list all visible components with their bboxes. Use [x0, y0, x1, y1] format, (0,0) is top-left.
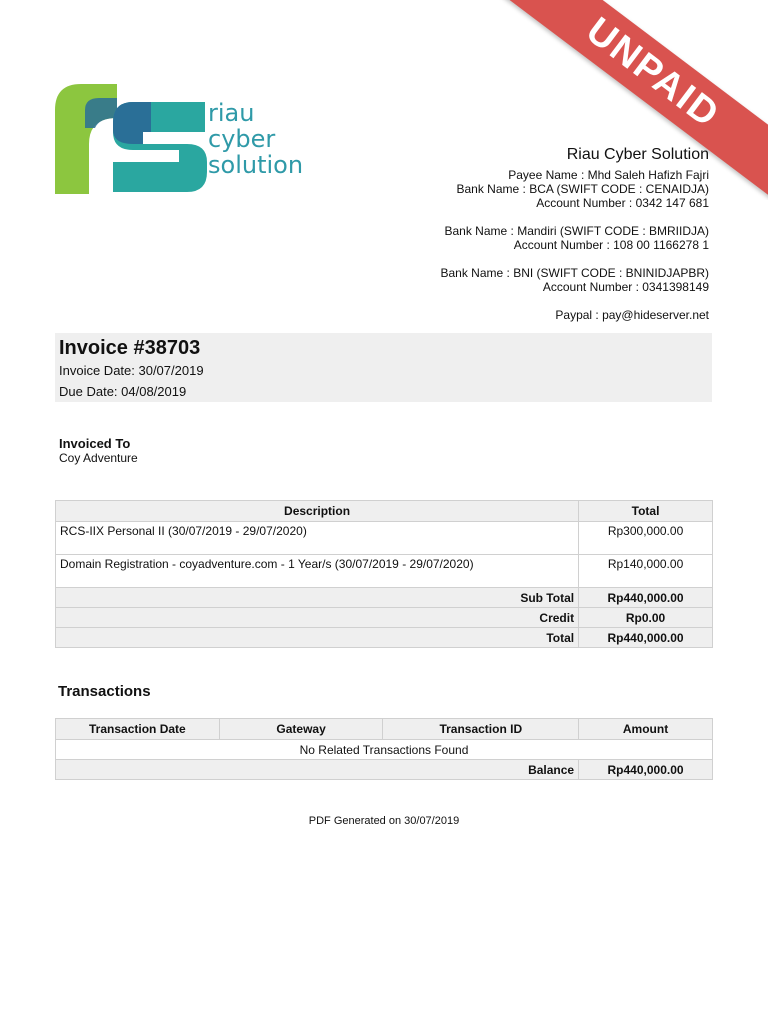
logo-word-1: riau — [208, 99, 255, 127]
payto-line: Bank Name : Mandiri (SWIFT CODE : BMRIIDJA) — [444, 224, 709, 238]
item-description: RCS-IIX Personal II (30/07/2019 - 29/07/2020) — [56, 522, 579, 555]
invoice-items-table — [55, 500, 713, 648]
payto-line: Account Number : 0341398149 — [542, 280, 709, 294]
transactions-table — [55, 718, 713, 780]
table-row — [56, 740, 713, 760]
table-header-row — [56, 719, 713, 740]
status-ribbon-label: UNPAID — [468, 0, 768, 200]
invoice-title: Invoice #38703 — [59, 337, 201, 359]
spacer — [369, 294, 709, 308]
payto-company: Riau Cyber Solution — [566, 146, 709, 163]
invoice-due-date: Due Date: 04/08/2019 — [59, 384, 187, 399]
invoice-date: Invoice Date: 30/07/2019 — [59, 363, 204, 378]
invoice-header — [55, 333, 712, 402]
pdf-generated-footer: PDF Generated on 30/07/2019 — [308, 815, 460, 827]
pay-to-block — [369, 146, 709, 322]
table-row — [56, 522, 713, 555]
item-total: Rp300,000.00 — [579, 522, 713, 555]
total-row — [56, 628, 713, 648]
payto-line: Payee Name : Mhd Saleh Hafizh Fajri — [508, 168, 709, 182]
balance-value: Rp440,000.00 — [579, 760, 713, 780]
total-value: Rp440,000.00 — [579, 628, 713, 648]
transactions-title: Transactions — [58, 683, 151, 700]
item-total: Rp140,000.00 — [579, 555, 713, 588]
credit-value: Rp0.00 — [579, 608, 713, 628]
invoiced-to-block — [59, 436, 138, 466]
table-row — [56, 555, 713, 588]
payto-line: Account Number : 0342 147 681 — [536, 196, 709, 210]
subtotal-row — [56, 588, 713, 608]
payto-line: Bank Name : BCA (SWIFT CODE : CENAIDJA) — [456, 182, 709, 196]
credit-row — [56, 608, 713, 628]
spacer — [369, 210, 709, 224]
logo-word-3: solution — [208, 151, 304, 179]
header-transaction-date: Transaction Date — [56, 719, 220, 740]
header-total: Total — [579, 501, 713, 522]
spacer — [369, 252, 709, 266]
total-label: Total — [56, 628, 579, 648]
header-description: Description — [56, 501, 579, 522]
header-gateway: Gateway — [219, 719, 383, 740]
logo-s-overlap — [113, 102, 151, 144]
payto-paypal: Paypal : pay@hideserver.net — [555, 308, 709, 322]
payto-line: Bank Name : BNI (SWIFT CODE : BNINIDJAPBR) — [440, 266, 709, 280]
subtotal-value: Rp440,000.00 — [579, 588, 713, 608]
header-amount: Amount — [579, 719, 713, 740]
logo-wordmark — [208, 100, 303, 178]
item-description: Domain Registration - coyadventure.com - 1 Year/s (30/07/2019 - 29/07/2020) — [56, 555, 579, 588]
invoiced-to-label: Invoiced To — [59, 436, 131, 451]
balance-label: Balance — [56, 760, 579, 780]
payto-line: Account Number : 108 00 1166278 1 — [513, 238, 709, 252]
table-header-row — [56, 501, 713, 522]
logo-word-2: cyber — [208, 125, 276, 153]
logo-r-inner — [85, 98, 117, 128]
header-transaction-id: Transaction ID — [383, 719, 579, 740]
credit-label: Credit — [56, 608, 579, 628]
no-transactions-message: No Related Transactions Found — [56, 740, 713, 760]
invoiced-to-name: Coy Adventure — [59, 451, 138, 465]
subtotal-label: Sub Total — [56, 588, 579, 608]
balance-row — [56, 760, 713, 780]
